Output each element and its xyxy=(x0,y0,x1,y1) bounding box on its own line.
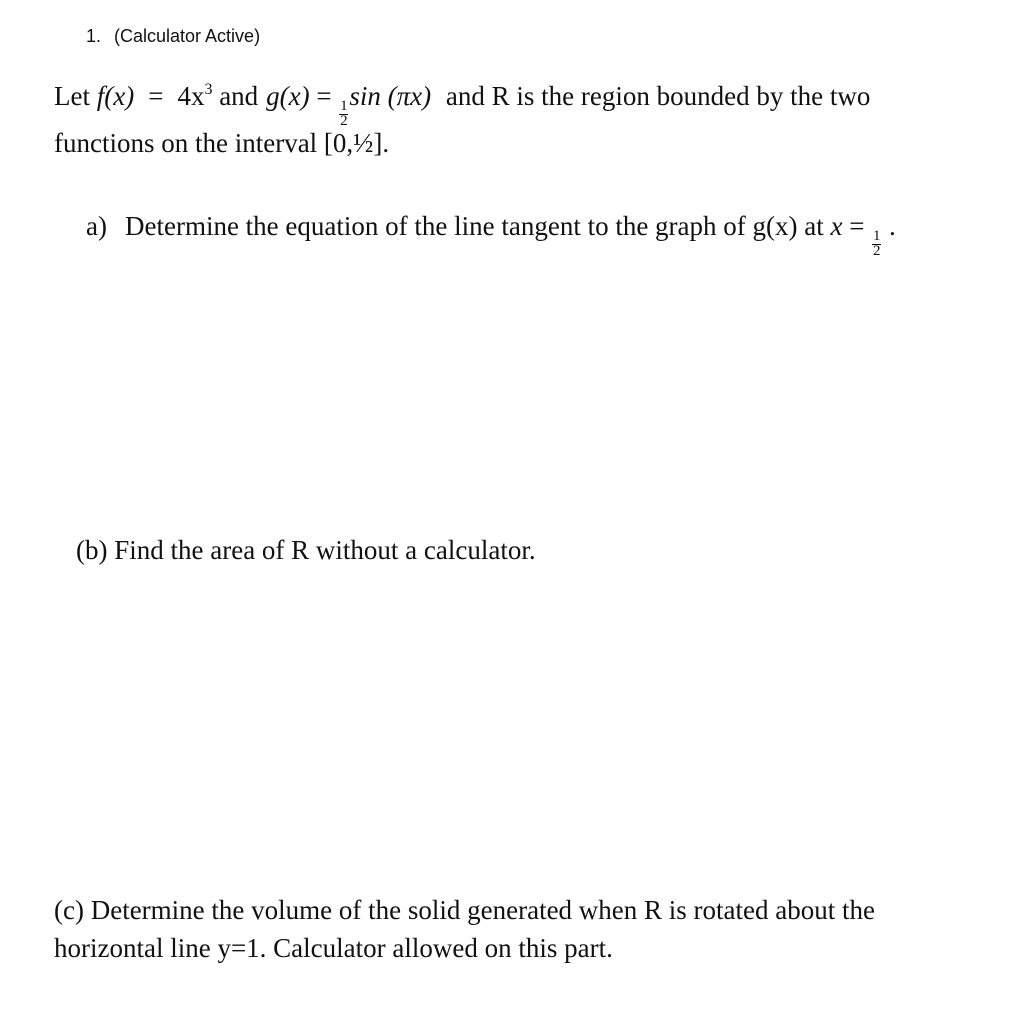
f-exponent: 3 xyxy=(204,81,213,98)
and-word: and xyxy=(219,81,259,111)
sin-argument: (πx) xyxy=(387,81,432,111)
problem-header xyxy=(86,26,260,47)
part-c-question-line-1: (c) Determine the volume of the solid generated when R is rotated about the xyxy=(54,895,875,925)
g-function-name: g(x) xyxy=(266,81,310,111)
fraction-numerator: 1 xyxy=(872,228,881,244)
x-variable: x xyxy=(830,211,843,241)
f-function-name: f(x) xyxy=(96,81,135,111)
region-description: and R is the region bounded by the two xyxy=(445,81,871,111)
f-base: 4x xyxy=(177,81,205,111)
part-c-question-line-2: horizontal line y=1. Calculator allowed on this part. xyxy=(54,933,613,963)
sin-function: sin xyxy=(349,81,381,111)
equals-sign: = xyxy=(148,81,164,111)
problem-statement-line-1 xyxy=(54,81,870,128)
problem-number: 1. xyxy=(86,26,102,46)
fraction-numerator: 1 xyxy=(340,98,348,114)
equals-sign: = xyxy=(316,81,332,111)
equals-sign: = xyxy=(849,211,865,241)
one-half-fraction xyxy=(872,230,881,258)
let-word: Let xyxy=(54,81,90,111)
fraction-denominator: 2 xyxy=(872,243,881,259)
one-half-fraction xyxy=(339,100,348,128)
period: . xyxy=(888,211,896,241)
fraction-denominator: 2 xyxy=(340,113,348,129)
part-a-text: Determine the equation of the line tangent to the graph of g(x) at xyxy=(124,211,824,241)
part-b-question: (b) Find the area of R without a calculator. xyxy=(76,535,536,565)
part-a-question xyxy=(86,211,896,258)
problem-title: (Calculator Active) xyxy=(114,26,261,46)
problem-statement-line-2: functions on the interval [0,½]. xyxy=(54,128,390,158)
part-a-marker: a) xyxy=(86,211,107,241)
